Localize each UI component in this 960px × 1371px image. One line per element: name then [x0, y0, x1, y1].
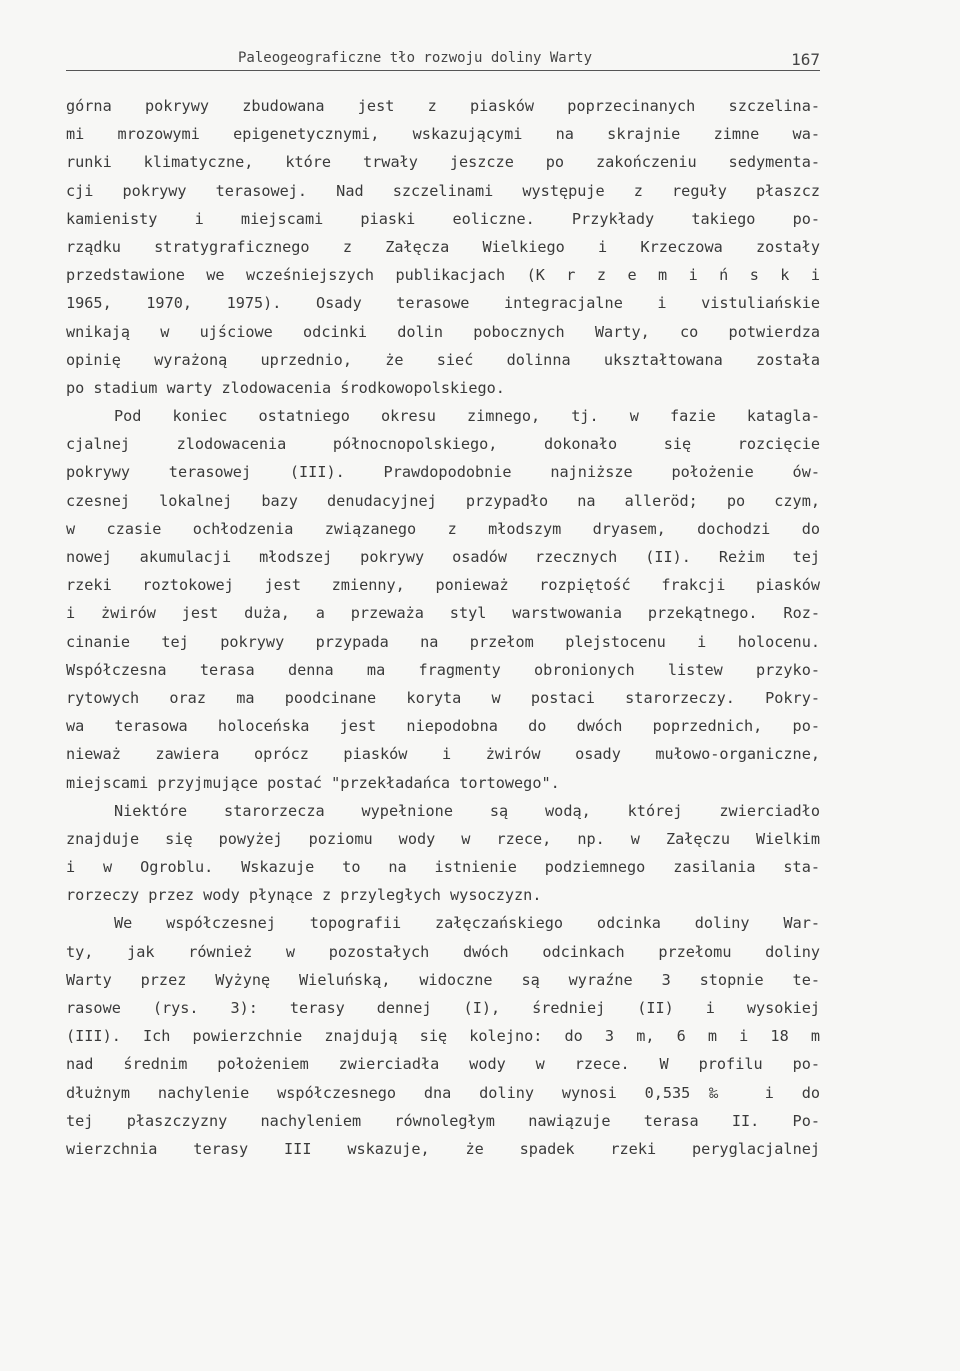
text-line: nad średnim położeniem zwierciadła wody w rzece. W profilu po- — [66, 1055, 820, 1074]
text-line: i żwirów jest duża, a przeważa styl warstwowania przekątnego. Roz- — [66, 604, 820, 623]
text-line: We współczesnej topografii załęczańskiego odcinka doliny War- — [114, 914, 820, 933]
text-line: nieważ zawiera oprócz piasków i żwirów osady mułowo-organiczne, — [66, 745, 820, 764]
text-line: przedstawione we wcześniejszych publikacjach (K r z e m i ń s k i — [66, 266, 820, 285]
text-line: Niektóre starorzecza wypełnione są wodą, której zwierciadło — [114, 801, 820, 820]
running-header — [66, 50, 820, 71]
text-line: cji pokrywy terasowej. Nad szczelinami występuje z reguły płaszcz — [66, 181, 820, 200]
text-line: Współczesna terasa denna ma fragmenty obronionych listew przyko- — [66, 660, 820, 679]
text-line: rządku stratygraficznego z Załęcza Wielkiego i Krzeczowa zostały — [66, 237, 820, 256]
text-line: miejscami przyjmujące postać "przekładańca tortowego". — [66, 773, 560, 792]
text-line: (III). Ich powierzchnie znajdują się kolejno: do 3 m, 6 m i 18 m — [66, 1027, 820, 1046]
text-line: tej płaszczyzny nachyleniem równoległym nawiązuje terasa II. Po- — [66, 1111, 820, 1130]
text-line: i w Ogroblu. Wskazuje to na istnienie podziemnego zasilania sta- — [66, 858, 820, 877]
text-line: w czasie ochłodzenia związanego z młodszym dryasem, dochodzi do — [66, 519, 820, 538]
page-number: 167 — [791, 50, 820, 69]
text-line: Warty przez Wyżynę Wieluńską, widoczne są wyraźne 3 stopnie te- — [66, 970, 820, 989]
text-line: nowej akumulacji młodszej pokrywy osadów rzecznych (II). Reżim tej — [66, 548, 820, 566]
text-line: rytowych oraz ma poodcinane koryta w postaci starorzeczy. Pokry- — [66, 688, 820, 707]
text-line: rasowe (rys. 3): terasy dennej (I), średniej (II) i wysokiej — [66, 999, 820, 1017]
text-line: Pod koniec ostatniego okresu zimnego, tj. w fazie katagla- — [114, 407, 820, 426]
text-line: mi mrozowymi epigenetycznymi, wskazującymi na skrajnie zimne wa- — [66, 125, 820, 144]
text-line: wierzchnia terasy III wskazuje, że spadek rzeki peryglacjalnej — [66, 1139, 820, 1158]
text-line: dłużnym nachylenie współczesnego dna doliny wynosi 0,535‰ i do — [66, 1083, 820, 1102]
text-line: opinię wyrażoną uprzednio, że sieć dolinna ukształtowana została — [66, 350, 820, 369]
body-text — [66, 92, 820, 1163]
text-line: wnikają w ujściowe odcinki dolin pobocznych Warty, co potwierdza — [66, 322, 820, 341]
text-line: górna pokrywy zbudowana jest z piasków poprzecinanych szczelina- — [66, 97, 820, 115]
text-line: pokrywy terasowej (III). Prawdopodobnie najniższe położenie ów- — [66, 463, 820, 482]
text-line: rorzeczy przez wody płynące z przyległych wysoczyzn. — [66, 886, 542, 905]
text-line: rzeki roztokowej jest zmienny, ponieważ rozpiętość frakcji piasków — [66, 576, 820, 595]
text-line: kamienisty i miejscami piaski eoliczne. Przykłady takiego po- — [66, 209, 820, 228]
text-line: czesnej lokalnej bazy denudacyjnej przypadło na alleröd; po czym, — [66, 491, 820, 510]
text-line: cjalnej zlodowacenia północnopolskiego, dokonało się rozcięcie — [66, 435, 820, 454]
text-line: ty, jak również w pozostałych dwóch odcinkach przełomu doliny — [66, 942, 820, 961]
text-line: znajduje się powyżej poziomu wody w rzece, np. w Załęczu Wielkim — [66, 829, 820, 848]
running-title: Paleogeograficzne tło rozwoju doliny Warty — [238, 50, 593, 66]
text-line: runki klimatyczne, które trwały jeszcze po zakończeniu sedymenta- — [66, 153, 820, 172]
text-line: po stadium warty zlodowacenia środkowopolskiego. — [66, 378, 505, 397]
text-line: 1965, 1970, 1975). Osady terasowe integracjalne i vistuliańskie — [66, 294, 820, 313]
text-line: wa terasowa holoceńska jest niepodobna do dwóch poprzednich, po- — [66, 717, 820, 736]
text-line: cinanie tej pokrywy przypada na przełom plejstocenu i holocenu. — [66, 632, 820, 651]
